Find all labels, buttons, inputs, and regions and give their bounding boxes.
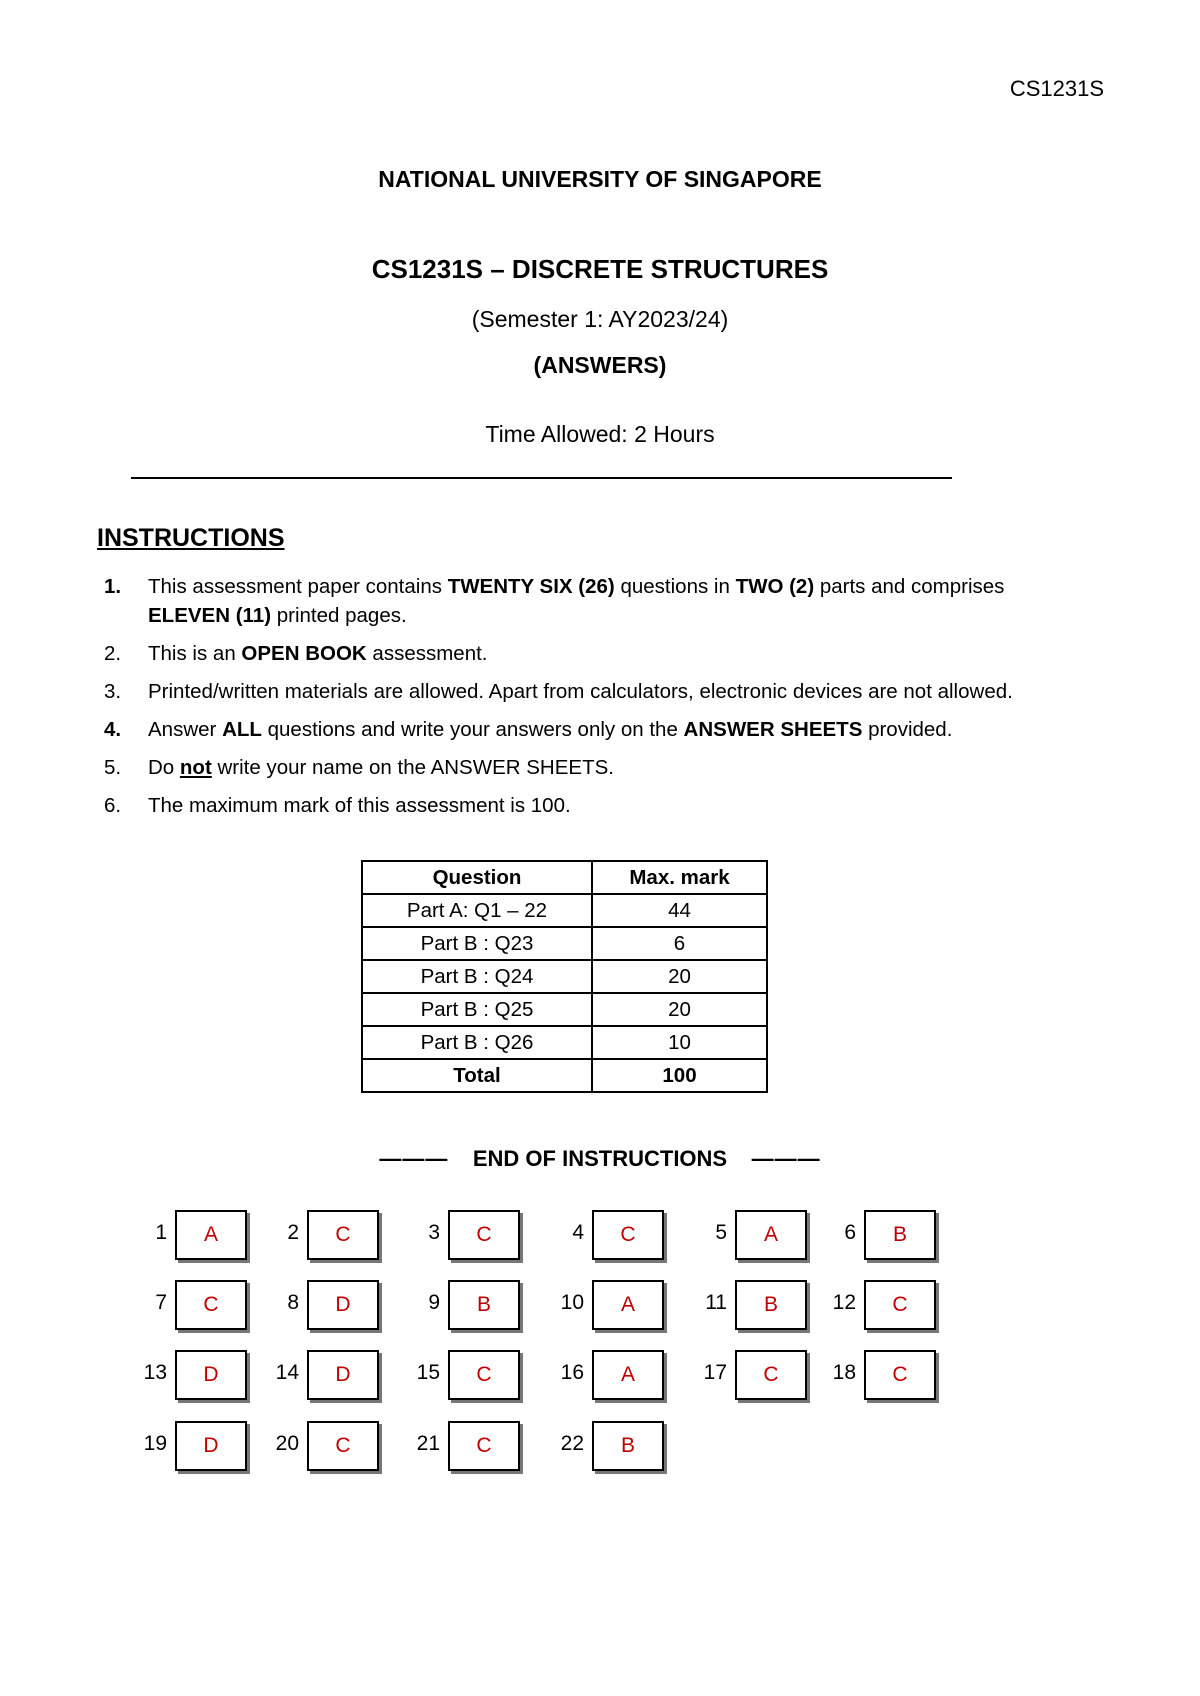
- question-number: 21: [416, 1432, 440, 1455]
- instruction-item: [97, 572, 1077, 630]
- table-row: [362, 960, 767, 993]
- answer-item: [416, 1350, 520, 1398]
- question-number: 5: [715, 1221, 727, 1244]
- answer-item: [703, 1350, 807, 1398]
- question-number: 18: [832, 1361, 856, 1384]
- instruction-text: Do: [148, 756, 180, 779]
- answer-item: [428, 1210, 520, 1258]
- answer-box: A: [592, 1350, 664, 1400]
- instruction-text: printed pages.: [271, 604, 407, 627]
- question-number: 4: [572, 1221, 584, 1244]
- answer-box: C: [735, 1350, 807, 1400]
- instruction-text: This is an: [148, 642, 242, 665]
- instruction-text: questions in: [614, 575, 736, 598]
- table-cell-question: Part B : Q24: [362, 960, 592, 993]
- question-number: 7: [155, 1291, 167, 1314]
- answer-box: B: [735, 1280, 807, 1330]
- answer-item: [560, 1280, 664, 1328]
- answer-item: [832, 1350, 936, 1398]
- end-dashes-left: ———: [379, 1146, 449, 1171]
- end-dashes-right: ———: [751, 1146, 821, 1171]
- question-number: 13: [143, 1361, 167, 1384]
- answer-item: [428, 1280, 520, 1328]
- instruction-bold: OPEN BOOK: [241, 642, 367, 665]
- table-cell-mark: 20: [592, 960, 767, 993]
- instruction-bold: ALL: [222, 718, 262, 741]
- question-number: 3: [428, 1221, 440, 1244]
- table-cell-mark: 10: [592, 1026, 767, 1059]
- semester: (Semester 1: AY2023/24): [471, 306, 729, 332]
- answer-box: B: [448, 1280, 520, 1330]
- course-title: CS1231S – DISCRETE STRUCTURES: [371, 254, 829, 284]
- table-row: [362, 993, 767, 1026]
- answer-box: D: [307, 1350, 379, 1400]
- table-cell-question: Part B : Q23: [362, 927, 592, 960]
- question-number: 19: [143, 1432, 167, 1455]
- table-total-row: [362, 1059, 767, 1092]
- instruction-text: Printed/written materials are allowed. Apart from calculators, electronic devices are not allowed.: [148, 680, 1013, 703]
- question-number: 11: [705, 1291, 727, 1314]
- university-name: NATIONAL UNIVERSITY OF SINGAPORE: [378, 166, 822, 192]
- answer-box: C: [448, 1210, 520, 1260]
- instruction-underlined: not: [179, 756, 212, 779]
- instruction-item: [97, 677, 1077, 706]
- instruction-item: [97, 753, 1077, 782]
- answer-item: [275, 1421, 379, 1469]
- instruction-text: Answer: [148, 718, 223, 741]
- question-number: 6: [844, 1221, 856, 1244]
- table-row: [362, 927, 767, 960]
- instruction-number: 2.: [104, 642, 122, 665]
- answer-box: C: [448, 1350, 520, 1400]
- answer-item: [287, 1210, 379, 1258]
- question-number: 12: [832, 1291, 856, 1314]
- table-header-row: [362, 861, 767, 894]
- question-number: 14: [275, 1361, 299, 1384]
- answer-box: C: [307, 1421, 379, 1471]
- table-cell-question: Part B : Q26: [362, 1026, 592, 1059]
- answer-item: [844, 1210, 936, 1258]
- answer-item: [155, 1280, 247, 1328]
- table-header-question: Question: [362, 861, 592, 894]
- answer-item: [416, 1421, 520, 1469]
- answer-box: A: [592, 1280, 664, 1330]
- instruction-text: assessment.: [366, 642, 488, 665]
- answer-item: [143, 1421, 247, 1469]
- instruction-bold: TWO (2): [735, 575, 815, 598]
- answer-box: C: [864, 1280, 936, 1330]
- instruction-item: [97, 639, 1077, 668]
- instruction-text: This assessment paper contains: [148, 575, 448, 598]
- table-header-max-mark: Max. mark: [592, 861, 767, 894]
- instruction-number: 4.: [104, 718, 122, 741]
- answer-item: [275, 1350, 379, 1398]
- question-number: 2: [287, 1221, 299, 1244]
- answer-item: [832, 1280, 936, 1328]
- end-of-instructions: [0, 1146, 1200, 1172]
- answer-item: [143, 1350, 247, 1398]
- instruction-bold: ELEVEN (11): [148, 604, 272, 627]
- table-cell-question: Part B : Q25: [362, 993, 592, 1026]
- answer-box: C: [307, 1210, 379, 1260]
- instructions-heading: INSTRUCTIONS: [97, 524, 285, 552]
- answer-item: [560, 1350, 664, 1398]
- question-number: 17: [703, 1361, 727, 1384]
- table-row: [362, 1026, 767, 1059]
- end-text: END OF INSTRUCTIONS: [472, 1146, 728, 1171]
- answer-item: [715, 1210, 807, 1258]
- answer-item: [287, 1280, 379, 1328]
- instruction-text: provided.: [862, 718, 953, 741]
- answer-item: [705, 1280, 807, 1328]
- question-number: 15: [416, 1361, 440, 1384]
- instruction-number: 3.: [104, 680, 122, 703]
- answer-box: D: [175, 1350, 247, 1400]
- answer-box: C: [448, 1421, 520, 1471]
- instruction-bold: ANSWER SHEETS: [683, 718, 863, 741]
- question-number: 1: [155, 1221, 167, 1244]
- answer-box: C: [864, 1350, 936, 1400]
- question-number: 16: [560, 1361, 584, 1384]
- instruction-bold: TWENTY SIX (26): [447, 575, 615, 598]
- instruction-text: write your name on the ANSWER SHEETS.: [211, 756, 614, 779]
- marks-table: [361, 860, 768, 1093]
- instruction-item: [97, 791, 1077, 820]
- question-number: 22: [560, 1432, 584, 1455]
- table-cell-mark: 20: [592, 993, 767, 1026]
- instruction-text: The maximum mark of this assessment is 100.: [148, 794, 571, 817]
- instruction-text: parts and comprises: [814, 575, 1005, 598]
- answer-item: [572, 1210, 664, 1258]
- question-number: 10: [560, 1291, 584, 1314]
- answer-box: A: [175, 1210, 247, 1260]
- instruction-text: questions and write your answers only on the: [261, 718, 684, 741]
- answer-box: D: [307, 1280, 379, 1330]
- question-number: 20: [275, 1432, 299, 1455]
- answer-item: [155, 1210, 247, 1258]
- instruction-number: 1.: [104, 575, 122, 598]
- answer-item: [560, 1421, 664, 1469]
- table-cell-total-value: 100: [592, 1059, 767, 1092]
- answer-box: D: [175, 1421, 247, 1471]
- question-number: 9: [428, 1291, 440, 1314]
- table-cell-mark: 6: [592, 927, 767, 960]
- question-number: 8: [287, 1291, 299, 1314]
- table-cell-mark: 44: [592, 894, 767, 927]
- divider: [131, 477, 952, 479]
- instruction-number: 6.: [104, 794, 122, 817]
- answer-box: B: [864, 1210, 936, 1260]
- time-allowed: Time Allowed: 2 Hours: [485, 421, 715, 447]
- header-course-code: CS1231S: [1009, 76, 1104, 101]
- answer-box: B: [592, 1421, 664, 1471]
- answers-label: (ANSWERS): [533, 352, 667, 378]
- table-cell-total-label: Total: [362, 1059, 592, 1092]
- table-cell-question: Part A: Q1 – 22: [362, 894, 592, 927]
- answer-box: C: [175, 1280, 247, 1330]
- instructions-list: [97, 572, 1077, 829]
- answer-box: A: [735, 1210, 807, 1260]
- instruction-item: [97, 715, 1077, 744]
- answer-box: C: [592, 1210, 664, 1260]
- table-row: [362, 894, 767, 927]
- instruction-number: 5.: [104, 756, 122, 779]
